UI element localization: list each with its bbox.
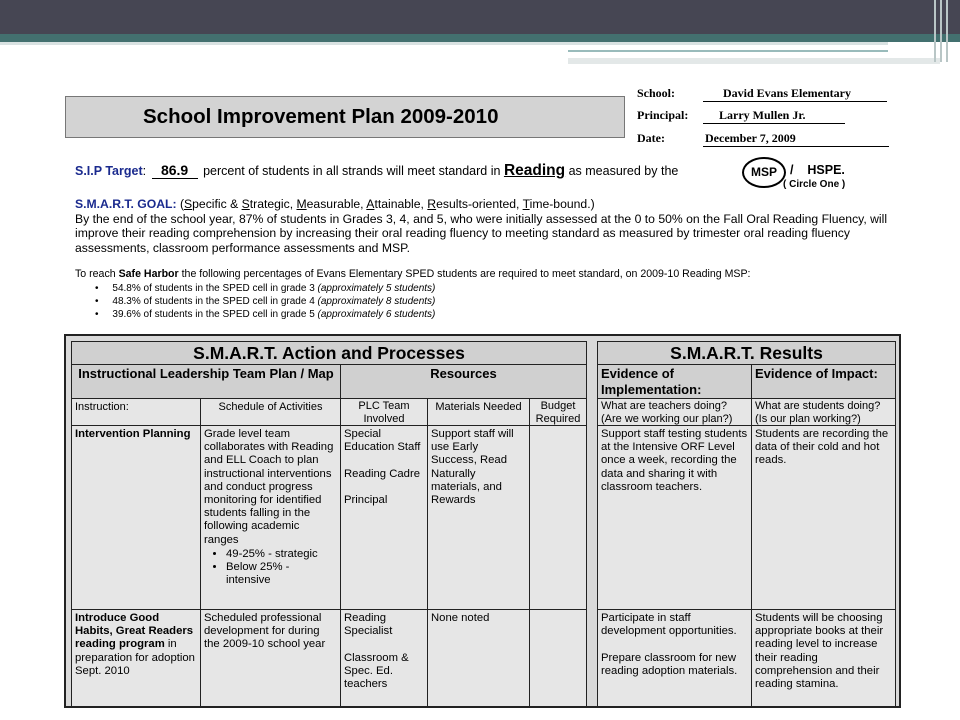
principal-value: Larry Mullen Jr. [703,108,845,124]
date-value: December 7, 2009 [703,131,889,147]
smart-table [64,334,901,708]
decor-line [568,50,888,52]
msp-circled-option: MSP [742,157,786,188]
col-header-evidence-impact: Evidence of Impact: [751,364,896,399]
sub-header-schedule: Schedule of Activities [200,398,341,426]
smart-goal-paragraph: By the end of the school year, 87% of students in Grades 3, 4, and 5, who were initially assessed at the 0 to 50% on the Fall Oral Reading Fluency, will improve their reading comprehension by increasing their oral reading fluency to meeting standard as measured by trimester oral reading fluency assessments, classroom performance assessments and MSP. [75,211,888,255]
safe-harbor-intro: To reach Safe Harbor the following percentages of Evans Elementary SPED students are required to meet standard, on 2009-10 Reading MSP: [75,268,751,280]
sip-label: S.I.P Target [75,164,143,178]
row1-schedule: Grade level team collaborates with Reading and ELL Coach to plan instructional interventions and conduct progress monitoring for identified students falling in the following academic ranges • 49-25% - strategic • Below 25% - intensive [200,425,341,610]
row2-plc: Reading Specialist Classroom & Spec. Ed. teachers [340,609,428,708]
section-header-actions: S.M.A.R.T. Action and Processes [71,341,587,365]
sip-text-2: as measured by the [568,164,679,178]
principal-line [637,108,845,124]
col-header-leadership: Instructional Leadership Team Plan / Map [71,364,341,399]
decor-vertical-lines [934,0,954,62]
sip-subject: Reading [503,162,566,179]
circle-one-note: ( Circle One ) [783,179,846,190]
sub-header-students: What are students doing? (Is our plan working?) [751,398,896,426]
row2-materials: None noted [427,609,530,708]
plan-title: School Improvement Plan 2009-2010 [143,105,499,128]
sip-target-line: S.I.P Target: 86.9 percent of students in all strands will meet standard in Reading as measured by the [75,162,679,179]
list-item: • Below 25% - intensive [226,561,337,587]
row2-budget [529,609,587,708]
decor-line [568,58,940,64]
sub-header-budget: Budget Required [529,398,587,426]
sub-header-materials: Materials Needed [427,398,530,426]
hspe-option: / HSPE. [790,163,845,177]
list-item: • 54.8% of students in the SPED cell in grade 3 (approximately 5 students) [95,283,436,294]
col-header-resources: Resources [340,364,587,399]
sub-header-plc: PLC Team Involved [340,398,428,426]
slide-top-bar [0,0,960,34]
row2-schedule: Scheduled professional development for during the 2009-10 school year [200,609,341,708]
school-line [637,86,887,102]
col-header-evidence-implementation: Evidence of Implementation: [597,364,752,399]
smart-goal-heading: S.M.A.R.T. GOAL: (Specific & Strategic, Measurable, Attainable, Results-oriented, Time-bound.) [75,197,595,211]
slide-accent-bar [0,34,960,42]
row1-teachers: Support staff testing students at the Intensive ORF Level once a week, recording the data and sharing it with classroom teachers. [597,425,752,610]
school-value: David Evans Elementary [703,86,887,102]
list-item: • 49-25% - strategic [226,548,337,561]
plan-title-box [65,96,625,138]
date-label: Date: [637,131,665,145]
row1-instruction: Intervention Planning [71,425,201,610]
principal-label: Principal: [637,108,689,122]
sub-header-instruction: Instruction: [71,398,201,426]
sip-text-1: percent of students in all strands will meet standard in [203,164,501,178]
row1-materials: Support staff will use Early Success, Read Naturally materials, and Rewards [427,425,530,610]
row2-students: Students will be choosing appropriate books at their reading level to increase their reading comprehension and their reading stamina. [751,609,896,708]
row2-teachers: Participate in staff development opportunities. Prepare classroom for new reading adoption materials. [597,609,752,708]
smart-goal [75,197,915,255]
list-item: • 39.6% of students in the SPED cell in grade 5 (approximately 6 students) [95,309,436,320]
row2-instruction: Introduce Good Habits, Great Readers reading program in preparation for adoption Sept. 2010 [71,609,201,708]
school-label: School: [637,86,676,100]
decor-line [0,42,888,45]
row1-students: Students are recording the data of their cold and hot reads. [751,425,896,610]
row1-plc: Special Education Staff Reading Cadre Principal [340,425,428,610]
sip-target-value: 86.9 [152,162,198,179]
row1-budget [529,425,587,610]
date-line [637,131,889,147]
list-item: • 48.3% of students in the SPED cell in grade 4 (approximately 8 students) [95,296,436,307]
section-header-results: S.M.A.R.T. Results [597,341,896,365]
sub-header-teachers: What are teachers doing? (Are we working our plan?) [597,398,752,426]
